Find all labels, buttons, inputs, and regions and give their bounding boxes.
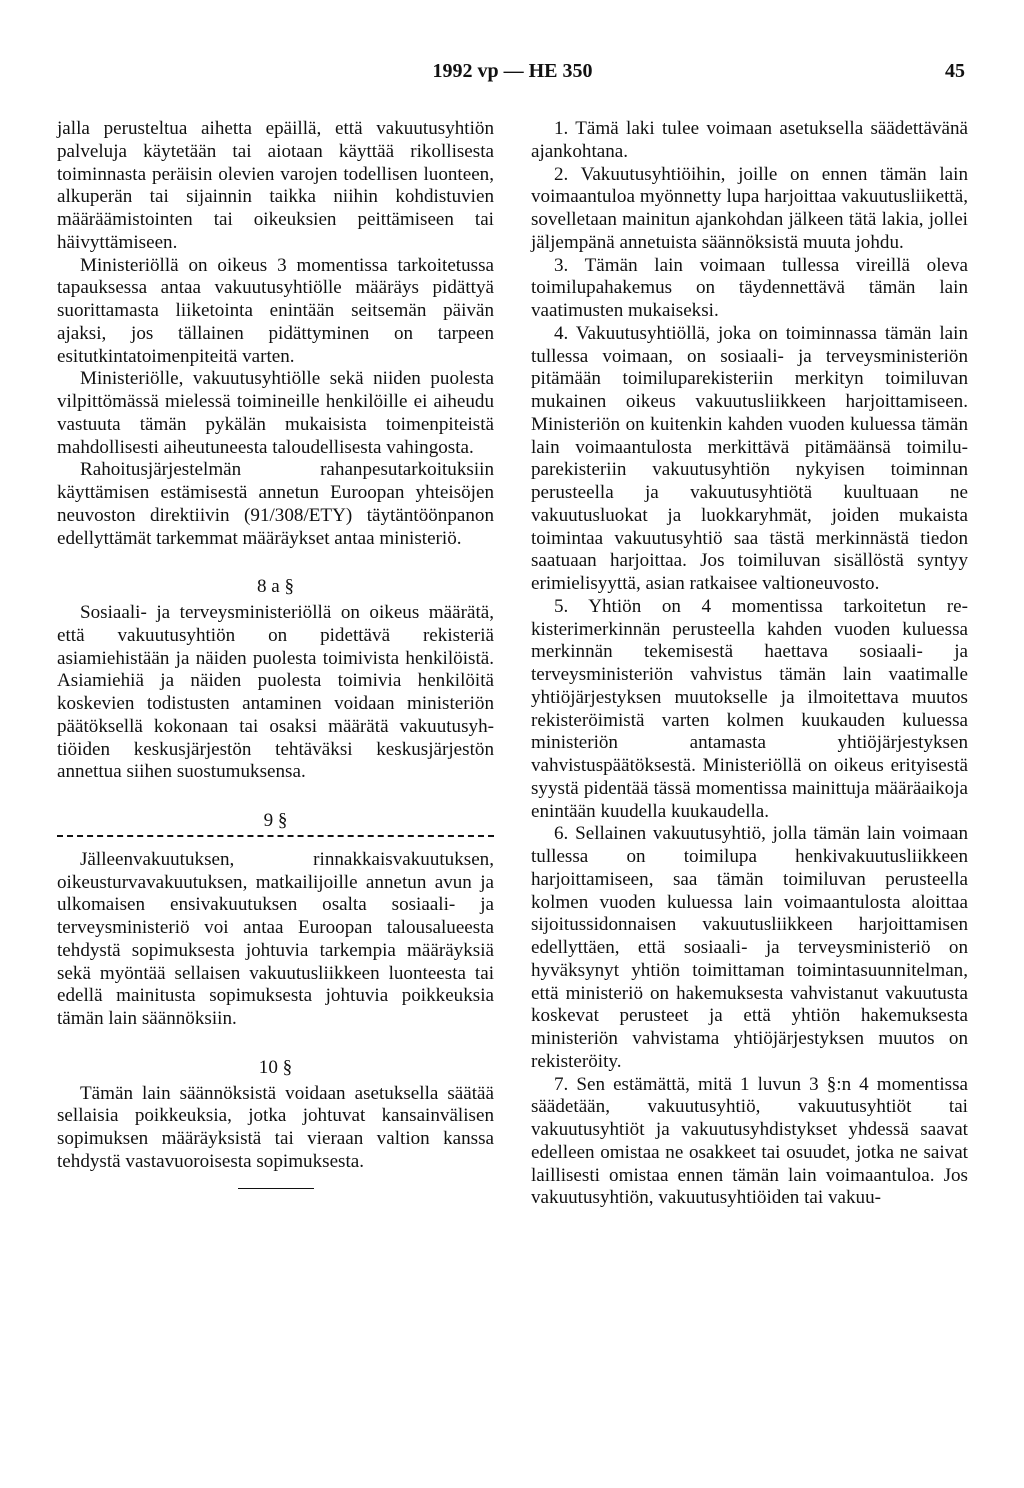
list-item: 3. Tämän lain voimaan tullessa vireillä oleva toimilupahakemus on täydennettävä tämän lain vaatimusten mukaiseksi. [531, 254, 968, 321]
list-item: 6. Sellainen vakuutusyhtiö, jolla tämän lain voimaan tullessa on toimilupa henkivakuutusliikkeen harjoittamiseen, saa tämän toimiluvan perusteella kolmen vuoden kuluessa lain voimaantulosta aloittaa sijoitussidonnaisen vakuutusliikkeen harjoittamisen edellyttäen, että sosiaali- ja terveysministeriö on hyväksynyt yhtiön toimittaman toimintasuunnitelman, että ministeriö on hakemuksesta vahvistanut vakuutusta koskevat perusteet ja että yhtiön hakemuksesta ministeriön vahvistama yhtiöjärjestyksen muutos on rekisteröity. [531, 823, 968, 1072]
section-heading-8a: 8 a § [256, 576, 295, 598]
omission-dash-line [57, 835, 494, 837]
list-item: 7. Sen estämättä, mitä 1 luvun 3 §:n 4 momentissa säädetään, vakuutusyhtiö, vakuutusyhtiöt tai vakuutusyhtiöt ja vakuutusyhdistykset yhdessä saavat edelleen omistaa ne osakkeet tai osuudet, jotka ne saivat laillisesti omistaa ennen tämän lain voimaantuloa. Jos vakuutusyhtiön, vakuutusyhtiöiden tai vakuu- [531, 1073, 968, 1209]
page-header [60, 60, 965, 90]
page-number: 45 [945, 60, 965, 82]
list-item: 4. Vakuutusyhtiöllä, joka on toiminnassa tämän lain tullessa voimaan, on sosiaali- ja terveysministeriön pitämään toimiluparekisteriin merkityn toimiluvan mukainen oikeus vakuutusliikkeen harjoittamiseen. Ministeriön on kuitenkin kahden vuoden kuluessa tämän lain voimaantulosta merkittävä pitämäänsä toimiluparekisteriin vakuutusyhtiön nykyisen toiminnan perusteella ja vakuutusyhtiötä kuultuaan ne vakuutusluokat ja luokkaryhmät, joiden mukaista toimintaa vakuutusyhtiö saa tästä merkinnästä tiedon saatuaan harjoittaa. Jos toimiluvan sisällöstä syntyy erimielisyyttä, asian ratkaisee valtioneuvosto. [531, 322, 968, 594]
end-rule [238, 1188, 314, 1189]
paragraph: Rahoitusjärjestelmän rahanpesutarkoituksiin käyttämisen estämisestä annetun Euroopan yhteisöjen neuvoston direktiivin (91/308/ETY) täytäntöönpanon edellyttämät tarkemmat määräykset antaa ministeriö. [57, 459, 494, 549]
paragraph: Jälleenvakuutuksen, rinnakkaisvakuutuksen, oikeusturvavakuutuksen, matkailijoille annetun avun ja ulkomaisen ensivakuutuksen osalta sosiaali- ja terveysministeriö voi antaa Euroopan talousalueesta tehdystä sopimuksesta johtuvia tarkempia määräyksiä sekä myöntää sellaisen vakuutusliikkeen luonteesta tai edellä mainitusta sopimuksesta johtuvia poikkeuksia tämän lain säännöksiin. [57, 848, 494, 1029]
section-heading-9: 9 § [263, 810, 288, 831]
running-title: 1992 vp — HE 350 [432, 60, 593, 82]
list-item: 1. Tämä laki tulee voimaan asetuksella säädettävänä ajankohtana. [531, 118, 968, 162]
list-item: 2. Vakuutusyhtiöihin, joille on ennen tämän lain voimaantuloa myönnetty lupa harjoittaa vakuutusliikettä, sovelletaan mainitun ajankohdan jälkeen tätä lakia, jollei jäljempänä annetuista säännöksistä muuta johdu. [531, 163, 968, 253]
paragraph: Sosiaali- ja terveysministeriöllä on oikeus määrätä, että vakuutusyhtiön on pidettävä rekisteriä asiamiehistään ja näiden puolesta toimivista henkilöistä. Asiamiehiä ja näiden puolesta toimivia henkilöitä koskevien todistusten antaminen voidaan ministeriön päätöksellä kokonaan tai osaksi määrätä vakuutusyhtiöiden keskusjärjestön tehtäväksi keskusjärjestön annettua siihen suostumuksensa. [57, 602, 494, 783]
section-heading-10: 10 § [258, 1056, 293, 1078]
list-item: 5. Yhtiön on 4 momentissa tarkoitetun rekisterimerkinnän perusteella kahden vuoden kuluessa merkinnän tekemisestä haettava sosiaali- ja terveysministeriön vahvistus tämän lain vaatimalle yhtiöjärjestyksen muutokselle ja ilmoitettava muutos rekisteröimistä varten kolmen kuukauden kuluessa ministeriön antamasta yhtiöjärjestyksen vahvistuspäätöksestä. Ministeriöllä on oikeus erityisestä syystä pidentää tässä momentissa mainittuja määräaikoja enintään kuudella kuukaudella. [531, 595, 968, 822]
right-column [531, 118, 968, 1210]
paragraph: Ministeriöllä on oikeus 3 momentissa tarkoitetussa tapauksessa antaa vakuutusyhtiölle määräys pidättyä suorittamasta liiketointa enintään seitsemän päivän ajaksi, jos tällainen pidättyminen on tarpeen esitutkintatoimenpiteitä varten. [57, 254, 494, 367]
paragraph: Tämän lain säännöksistä voidaan asetuksella säätää sellaisia poikkeuksia, jotka johtuvat kansainvälisen sopimuksen määräyksistä tai vieraan valtion kanssa tehdystä vastavuoroisesta sopimuksesta. [57, 1082, 494, 1172]
left-column [57, 118, 494, 1189]
paragraph: jalla perusteltua aihetta epäillä, että vakuutusyhtiön palveluja käytetään tai aiotaan käyttää rikollisesta toiminnasta peräisin olevien varojen todellisen luonteen, alkuperän tai sijainnin taikka niihin kohdistuvien määräämistointen tai oikeuksien peittämiseen tai häivyttämiseen. [57, 118, 494, 253]
paragraph: Ministeriölle, vakuutusyhtiölle sekä niiden puolesta vilpittömässä mielessä toimineille henkilöille ei aiheudu vastuuta tämän pykälän mukaisista toimenpiteistä mahdollisesti aiheutuneesta taloudellisesta vahingosta. [57, 368, 494, 458]
